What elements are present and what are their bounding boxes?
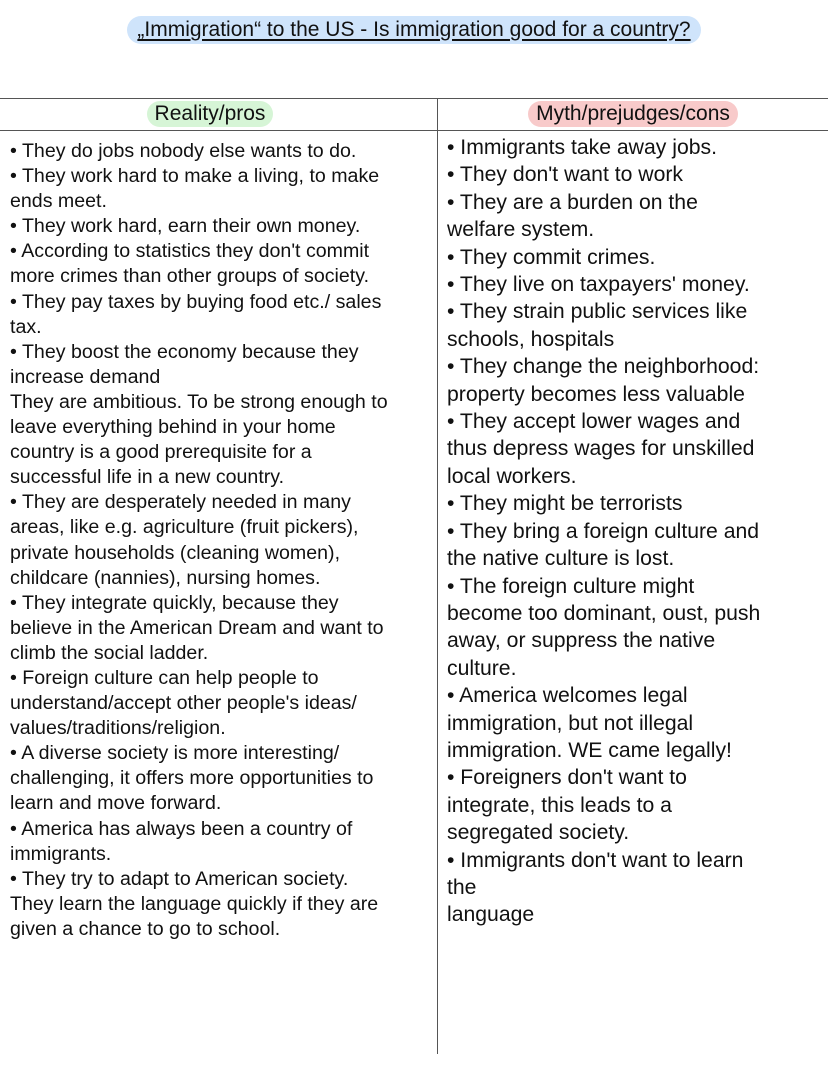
pros-item: • According to statistics they don't commit more crimes than other groups of society. xyxy=(10,240,370,288)
pros-item: • They boost the economy because they increase demand xyxy=(10,340,359,388)
cons-item: • They change the neighborhood: property becomes less valuable xyxy=(447,355,760,406)
pros-item: • They are desperately needed in many areas, like e.g. agriculture (fruit pickers), private households (cleaning women), childcare (nannies), nursing homes. xyxy=(10,491,359,589)
cons-item: • Immigrants don't want to learn the language xyxy=(447,848,744,927)
pros-item: • They try to adapt to American society. They learn the language quickly if they are given a chance to go to school. xyxy=(10,867,379,940)
cons-item: • They might be terrorists xyxy=(447,492,683,516)
left-column-header xyxy=(0,101,420,127)
pros-item: • They work hard to make a living, to make ends meet. xyxy=(10,165,380,213)
cons-item: • They bring a foreign culture and the native culture is lost. xyxy=(447,519,760,571)
pros-item: • They work hard, earn their own money. xyxy=(10,215,361,238)
pros-header-label: Reality/pros xyxy=(147,101,274,127)
cons-item: • They live on taxpayers' money. xyxy=(447,273,750,297)
cons-item: • America welcomes legal immigration, but not illegal immigration. WE came legally! xyxy=(447,684,732,762)
pros-item: • They do jobs nobody else wants to do. xyxy=(10,140,357,162)
pros-item: • They pay taxes by buying food etc./ sales tax. xyxy=(10,290,382,338)
cons-item: • The foreign culture might become too dominant, oust, push away, or suppress the native culture. xyxy=(447,574,761,680)
pros-item: • A diverse society is more interesting/ challenging, it offers more opportunities to learn and move forward. xyxy=(10,742,374,815)
pros-item: They are ambitious. To be strong enough to leave everything behind in your home country is a good prerequisite for a successful life in a new country. xyxy=(10,390,388,489)
page-title: „Immigration“ to the US - Is immigration good for a country? xyxy=(127,16,700,44)
cons-item: • They don't want to work xyxy=(447,163,684,187)
pros-item: • They integrate quickly, because they believe in the American Dream and want to climb the social ladder. xyxy=(10,591,384,664)
cons-item: • Foreigners don't want to integrate, this leads to a segregated society. xyxy=(447,766,687,845)
cons-item: • They accept lower wages and thus depress wages for unskilled local workers. xyxy=(447,410,755,488)
pros-item: • America has always been a country of immigrants. xyxy=(10,817,353,865)
title-container xyxy=(0,16,828,44)
cons-item: • They strain public services like schools, hospitals xyxy=(447,300,748,351)
table-top-border xyxy=(0,98,828,99)
cons-item: • Immigrants take away jobs. xyxy=(447,136,718,159)
pros-item: • Foreign culture can help people to understand/accept other people's ideas/ values/traditions/religion. xyxy=(10,666,357,740)
right-column-header xyxy=(438,101,828,127)
cons-item: • They commit crimes. xyxy=(447,245,656,269)
cons-header-label: Myth/prejudges/cons xyxy=(528,101,738,127)
cons-list xyxy=(447,134,827,929)
cons-item: • They are a burden on the welfare system. xyxy=(447,190,698,242)
table-header-border xyxy=(0,130,828,131)
column-divider xyxy=(437,98,438,1054)
pros-list xyxy=(10,139,434,942)
